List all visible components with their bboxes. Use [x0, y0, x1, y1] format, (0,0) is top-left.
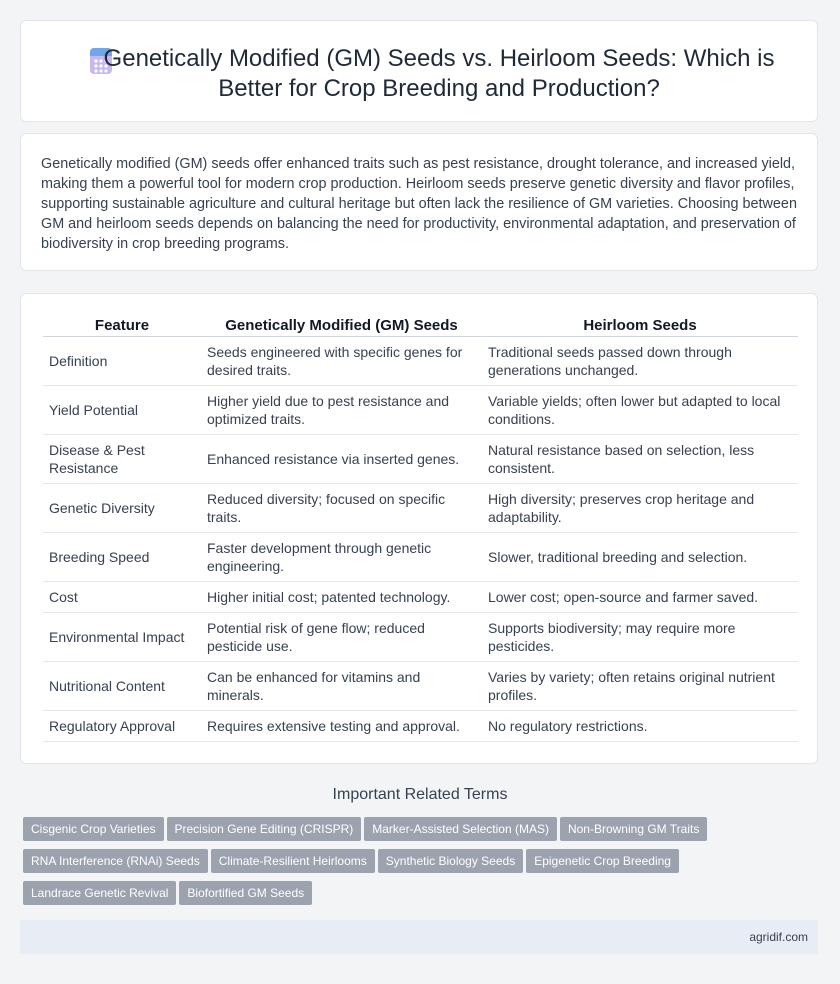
gm-cell: Enhanced resistance via inserted genes.	[201, 435, 482, 484]
table-row	[43, 386, 798, 435]
intro-card	[20, 133, 818, 271]
heirloom-cell: Supports biodiversity; may require more pesticides.	[482, 613, 798, 662]
gm-cell: Potential risk of gene flow; reduced pesticide use.	[201, 613, 482, 662]
related-term-tag[interactable]: Biofortified GM Seeds	[179, 881, 312, 905]
heirloom-cell: Natural resistance based on selection, less consistent.	[482, 435, 798, 484]
gm-cell: Seeds engineered with specific genes for desired traits.	[201, 337, 482, 386]
related-terms-title: Important Related Terms	[332, 786, 508, 803]
related-term-tag[interactable]: RNA Interference (RNAi) Seeds	[23, 849, 208, 873]
footer	[20, 920, 818, 954]
table-header-row	[43, 314, 798, 337]
footer-site-link[interactable]: agridif.com	[749, 930, 808, 944]
heirloom-cell: Traditional seeds passed down through generations unchanged.	[482, 337, 798, 386]
intro-text: Genetically modified (GM) seeds offer enhanced traits such as pest resistance, drought tolerance, and increased yield, making them a powerful tool for modern crop production. Heirloom seeds preserve genetic diversity and flavor profiles, supporting sustainable agriculture and cultural heritage but often lack the resilience of GM varieties. Choosing between GM and heirloom seeds depends on balancing the need for productivity, environmental adaptation, and preservation of biodiversity in crop breeding programs.	[41, 156, 797, 252]
gm-cell: Reduced diversity; focused on specific traits.	[201, 484, 482, 533]
heirloom-cell: Varies by variety; often retains original nutrient profiles.	[482, 662, 798, 711]
related-term-tag[interactable]: Non-Browning GM Traits	[560, 817, 707, 841]
comparison-card	[20, 293, 818, 764]
heirloom-cell: Slower, traditional breeding and selection.	[482, 533, 798, 582]
table-row	[43, 711, 798, 742]
heirloom-cell: Lower cost; open-source and farmer saved.	[482, 582, 798, 613]
column-header-heirloom: Heirloom Seeds	[482, 314, 798, 337]
column-header-gm: Genetically Modified (GM) Seeds	[201, 314, 482, 337]
heirloom-cell: High diversity; preserves crop heritage and adaptability.	[482, 484, 798, 533]
related-term-tag[interactable]: Cisgenic Crop Varieties	[23, 817, 164, 841]
gm-cell: Requires extensive testing and approval.	[201, 711, 482, 742]
gm-cell: Faster development through genetic engineering.	[201, 533, 482, 582]
feature-cell: Breeding Speed	[43, 533, 201, 582]
feature-cell: Disease & Pest Resistance	[43, 435, 201, 484]
heirloom-cell: No regulatory restrictions.	[482, 711, 798, 742]
feature-cell: Yield Potential	[43, 386, 201, 435]
heirloom-cell: Variable yields; often lower but adapted to local conditions.	[482, 386, 798, 435]
table-row	[43, 337, 798, 386]
feature-cell: Cost	[43, 582, 201, 613]
header-card	[20, 20, 818, 122]
table-row	[43, 582, 798, 613]
related-term-tag[interactable]: Precision Gene Editing (CRISPR)	[167, 817, 362, 841]
related-term-tag[interactable]: Marker-Assisted Selection (MAS)	[364, 817, 557, 841]
table-row	[43, 484, 798, 533]
page-title: Genetically Modified (GM) Seeds vs. Heirloom Seeds: Which is Better for Crop Breeding and Production?	[103, 45, 775, 102]
table-row	[43, 613, 798, 662]
feature-cell: Genetic Diversity	[43, 484, 201, 533]
related-term-tag[interactable]: Synthetic Biology Seeds	[378, 849, 523, 873]
table-row	[43, 533, 798, 582]
column-header-feature: Feature	[43, 314, 201, 337]
table-row	[43, 662, 798, 711]
gm-cell: Can be enhanced for vitamins and minerals.	[201, 662, 482, 711]
related-term-tag[interactable]: Landrace Genetic Revival	[23, 881, 176, 905]
related-terms-list	[23, 817, 823, 913]
comparison-table	[43, 314, 798, 742]
feature-cell: Nutritional Content	[43, 662, 201, 711]
gm-cell: Higher initial cost; patented technology.	[201, 582, 482, 613]
feature-cell: Regulatory Approval	[43, 711, 201, 742]
feature-cell: Definition	[43, 337, 201, 386]
related-term-tag[interactable]: Climate-Resilient Heirlooms	[211, 849, 375, 873]
feature-cell: Environmental Impact	[43, 613, 201, 662]
related-term-tag[interactable]: Epigenetic Crop Breeding	[526, 849, 679, 873]
table-row	[43, 435, 798, 484]
gm-cell: Higher yield due to pest resistance and optimized traits.	[201, 386, 482, 435]
